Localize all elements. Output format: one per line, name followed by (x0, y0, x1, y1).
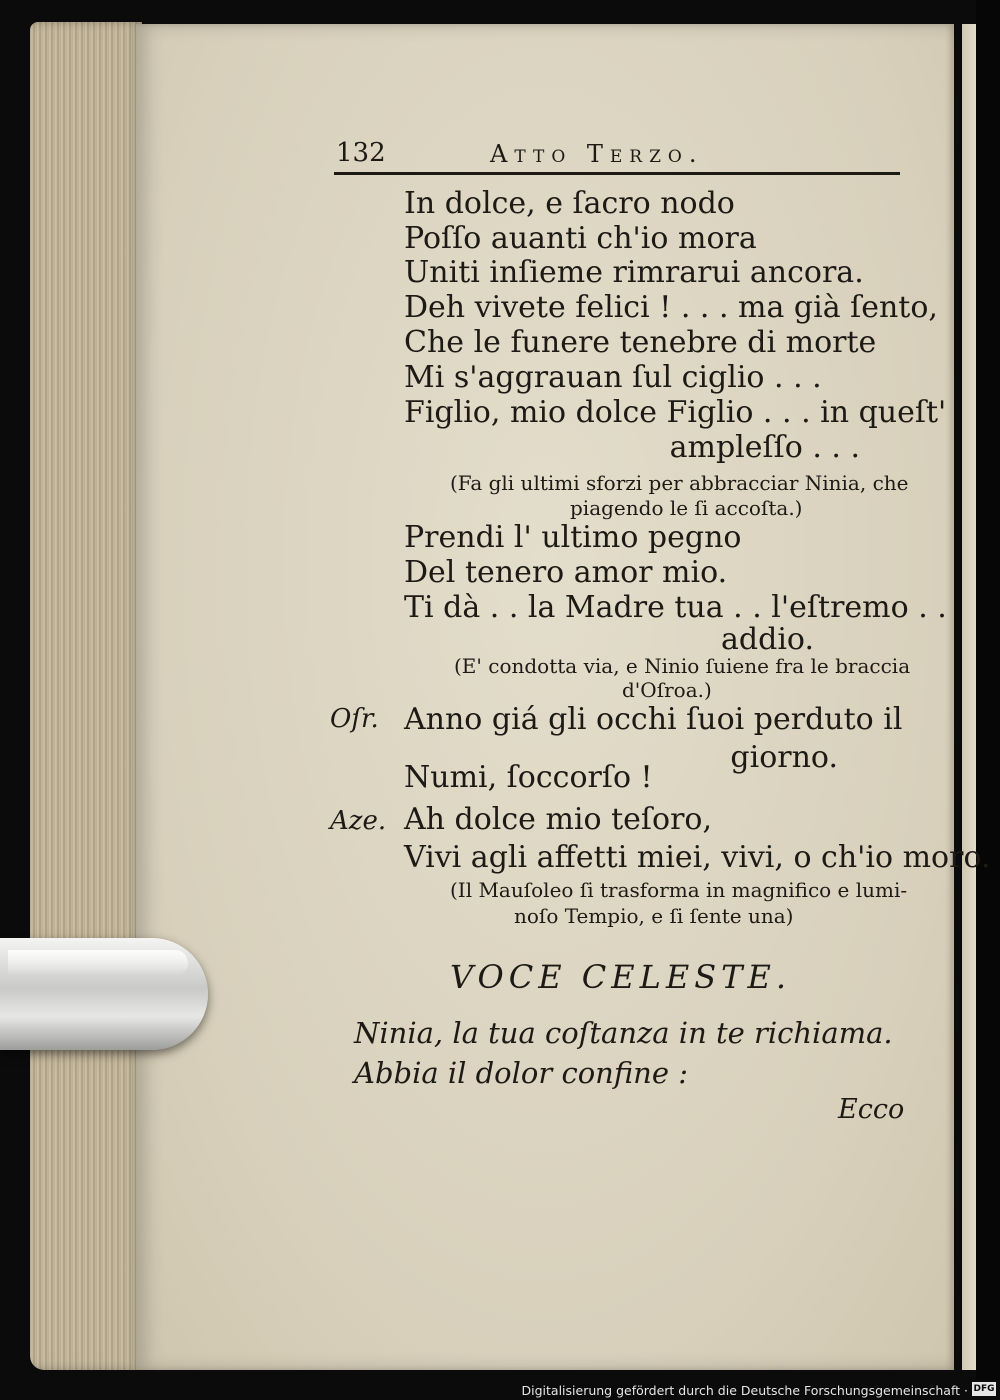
italic-verse-line: Abbia il dolor confine : (354, 1056, 689, 1090)
stage-direction: piagendo le ſi accoſta.) (570, 496, 803, 520)
facing-page-edge (962, 24, 976, 1370)
verse-line: Vivi agli affetti miei, vivi, o ch'io moro. (404, 840, 991, 875)
verse-line: Ti dà . . la Madre tua . . l'eſtremo . . (404, 590, 947, 625)
stage-direction: (E' condotta via, e Ninio ſuiene fra le braccia (454, 654, 911, 678)
verse-line: Del tenero amor mio. (404, 555, 728, 590)
speaker-label: Aze. (330, 806, 387, 836)
page-clip-highlight (8, 950, 188, 976)
verse-line-continued: ampleſſo . . . (669, 430, 860, 465)
verse-line: Anno giá gli occhi ſuoi perduto il (404, 702, 903, 737)
verse-line: Deh vivete felici ! . . . ma già ſento, (404, 290, 938, 325)
verse-line-continued: addio. (721, 622, 814, 657)
section-heading: VOCE CELESTE. (450, 958, 792, 996)
footer-credit: Digitalisierung gefördert durch die Deutsche Forschungsgemeinschaft · (521, 1383, 968, 1398)
stage-direction: (Il Mauſoleo ſi trasforma in magnifico e lumi- (450, 878, 908, 902)
page-number: 132 (336, 138, 386, 168)
verse-line-continued: giorno. (730, 740, 838, 775)
italic-verse-line: Ninia, la tua coſtanza in te richiama. (354, 1016, 893, 1050)
stage-direction: d'Oſroa.) (622, 678, 712, 702)
verse-line: Uniti inſieme rimrarui ancora. (404, 255, 864, 290)
speaker-label: Oſr. (330, 704, 379, 734)
header-rule (334, 172, 900, 175)
running-title: Atto Terzo. (490, 140, 704, 168)
verse-line: Poſſo auanti ch'io mora (404, 221, 757, 256)
verse-line: Ah dolce mio teſoro, (404, 802, 713, 837)
verse-line: Che le funere tenebre di morte (404, 325, 877, 360)
background-right (976, 0, 1000, 1380)
stage-direction: (Fa gli ultimi sforzi per abbracciar Ninia, che (450, 471, 909, 495)
verse-line: Mi s'aggrauan ſul ciglio . . . (404, 360, 822, 395)
stage-direction: noſo Tempio, e ſi ſente una) (514, 904, 794, 928)
catchword: Ecco (838, 1094, 905, 1125)
verse-line: Numi, ſoccorſo ! (404, 760, 653, 795)
verse-line: In dolce, e ſacro nodo (404, 186, 735, 221)
verse-line: Figlio, mio dolce Figlio . . . in queſt' (404, 395, 947, 430)
verse-line: Prendi l' ultimo pegno (404, 520, 742, 555)
page-block-edge (30, 22, 142, 1370)
dfg-logo: DFG (973, 1384, 995, 1394)
